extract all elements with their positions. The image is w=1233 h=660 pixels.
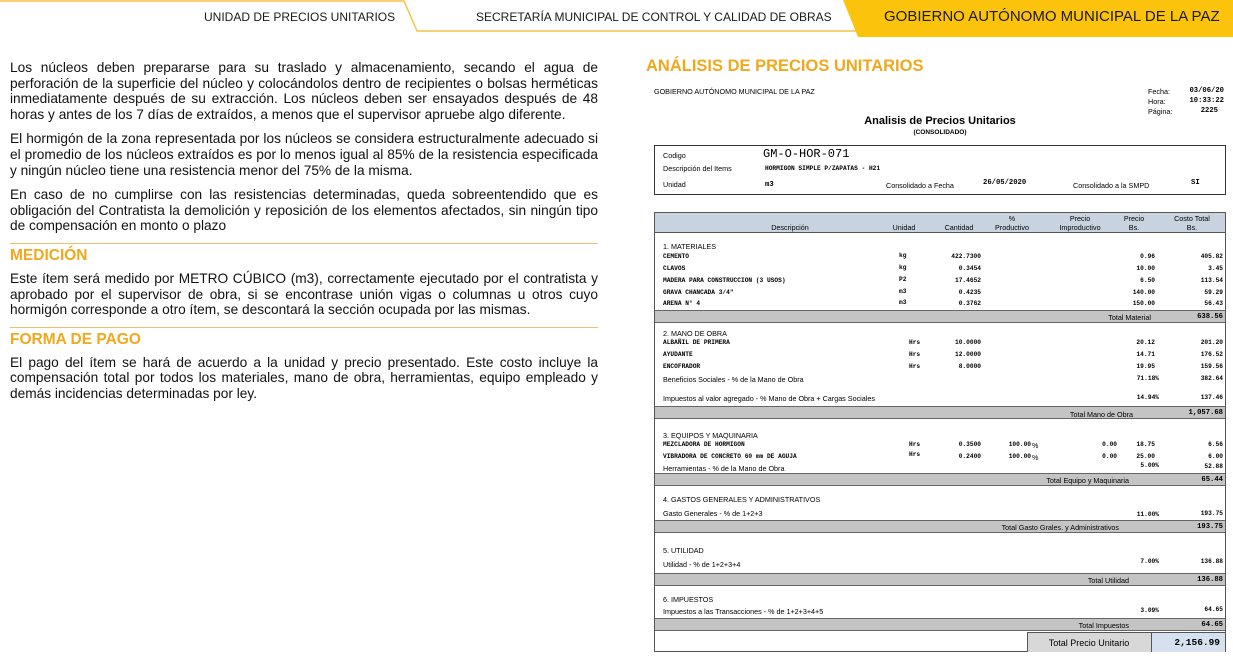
consolidado-smpd-label: Consolidado a la SMPD [1073, 181, 1150, 190]
subtotal-bar-equipos [655, 473, 1225, 486]
table-cell: 159.56 [1200, 363, 1223, 370]
section-mano-de-obra: 2. MANO DE OBRA [663, 329, 727, 338]
doc-title: Analisis de Precios Unitarios [864, 115, 1016, 127]
paragraph-forma-de-pago: El pago del ítem se hará de acuerdo a la unidad y precio presentado. Este costo incluye la compensación total por todos los materiales, mano de obra, herramientas, equipo empleado y demás incidencias determinadas por ley. [10, 354, 598, 401]
table-row: GRAVA CHANCADA 3/4" [663, 289, 734, 296]
gastos-label: Gasto Generales - % de 1+2+3 [663, 509, 763, 518]
subtotal-label: Total Utilidad [1087, 576, 1129, 585]
herramientas-pct: 5.00% [1140, 462, 1159, 469]
codigo-label: Codigo [663, 151, 686, 160]
table-cell: 6.56 [1208, 441, 1223, 448]
table-row: CLAVOS [663, 265, 686, 272]
subtotal-value: 136.88 [1197, 576, 1223, 584]
consolidado-fecha-value: 26/05/2020 [983, 179, 1027, 187]
impuestos-label: Impuestos a las Transacciones - % de 1+2+3+4+5 [663, 607, 824, 616]
herramientas-label: Herramientas - % de la Mano de Obra [663, 464, 785, 473]
section-utilidad: 5. UTILIDAD [663, 546, 704, 555]
subtotal-value: 64.65 [1201, 621, 1223, 629]
consolidado-smpd-value: SI [1191, 179, 1200, 187]
table-cell: Hrs [909, 441, 921, 448]
section-title-medicion: MEDICIÓN [10, 243, 598, 267]
gastos-value: 193.75 [1200, 510, 1223, 517]
table-cell: 150.00 [1132, 300, 1155, 307]
section-title-forma-de-pago: FORMA DE PAGO [10, 327, 598, 351]
table-cell: 17.4652 [955, 277, 981, 284]
utilidad-pct: 7.00% [1140, 558, 1159, 565]
hora-label: Hora: [1148, 97, 1166, 106]
table-cell: 176.52 [1200, 351, 1223, 358]
utilidad-label: Utilidad - % de 1+2+3+4 [663, 560, 741, 569]
header-band [0, 0, 1233, 37]
table-cell: 59.29 [1204, 289, 1223, 296]
col-precio-top: Precio [1123, 214, 1145, 223]
table-cell: 3.45 [1208, 265, 1223, 272]
iva-label: Impuestos al valor agregado - % Mano de Obra + Cargas Sociales [663, 394, 875, 403]
col-precio-improductivo-top: Precio [1069, 214, 1091, 223]
section-equipos: 3. EQUIPOS Y MAQUINARIA [663, 431, 758, 440]
table-cell: 405.82 [1200, 253, 1223, 260]
header-government: GOBIERNO AUTÓNOMO MUNICIPAL DE LA PAZ [884, 8, 1220, 25]
table-cell: 8.0000 [958, 363, 981, 370]
table-row: ALBAÑIL DE PRIMERA [663, 339, 730, 346]
section-impuestos: 6. IMPUESTOS [663, 595, 714, 604]
codigo-value: GM-O-HOR-071 [763, 147, 850, 161]
descripcion-label: Descripción del Items [663, 164, 732, 173]
table-row: MEZCLADORA DE HORMIGON [663, 441, 745, 448]
subtotal-label: Total Mano de Obra [1069, 410, 1133, 419]
table-cell: kg [899, 264, 907, 271]
table-cell: 0.3500 [958, 441, 981, 448]
table-cell: 56.43 [1204, 300, 1223, 307]
table-cell: Hrs [909, 339, 921, 346]
analysis-title: ANÁLISIS DE PRECIOS UNITARIOS [646, 57, 924, 75]
subtotal-value: 1,057.68 [1188, 409, 1223, 417]
cost-table [654, 212, 1226, 652]
subtotal-label: Total Material [1108, 313, 1151, 322]
table-cell: 113.54 [1200, 277, 1223, 284]
impuestos-value: 64.65 [1204, 606, 1223, 613]
unidad-label: Unidad [663, 180, 686, 189]
utilidad-value: 136.88 [1200, 558, 1223, 565]
pct-sign: % [1032, 441, 1039, 450]
col-costo-bs: Bs. [1186, 223, 1198, 232]
table-cell: 422.7300 [951, 253, 981, 260]
table-header [655, 213, 1225, 233]
table-cell: 0.3454 [958, 265, 981, 272]
table-cell: 6.00 [1208, 453, 1223, 460]
grand-total-label-cell [1027, 632, 1151, 652]
table-cell: 0.00 [1102, 453, 1117, 460]
paragraph-cores-failure: En caso de no cumplirse con las resistencias determinadas, queda sobreentendido que es obligación del Contratista la demolición y reposición de los elementos afectados, sin ningún tipo de compensación en monto o plazo [10, 187, 598, 234]
spec-text-column [10, 60, 598, 411]
fecha-value: 03/06/20 [1189, 87, 1224, 95]
impuestos-pct: 3.09% [1140, 607, 1159, 614]
header-unit-title: UNIDAD DE PRECIOS UNITARIOS [204, 10, 396, 24]
col-precio-improductivo: Improductivo [1059, 223, 1101, 232]
col-costo-top: Costo Total [1174, 214, 1210, 223]
herramientas-value: 52.88 [1204, 463, 1223, 470]
table-cell: 201.20 [1200, 339, 1223, 346]
table-cell: m3 [899, 288, 907, 295]
section-materiales: 1. MATERIALES [663, 242, 716, 251]
item-info-box [654, 145, 1226, 195]
table-cell: 25.00 [1136, 453, 1155, 460]
table-row: VIBRADORA DE CONCRETO 60 mm DE AGUJA [663, 453, 797, 460]
doc-subtitle: (CONSOLIDADO) [913, 129, 967, 136]
paragraph-cores-acceptance: El hormigón de la zona representada por los núcleos se considera estructuralmente adecuado si el promedio de los núcleos extraídos es por lo menos igual al 85% de la resistencia especificada y ningún núcleo tiene una resistencia menor del 75% de la misma. [10, 131, 598, 178]
grand-total-value-cell [1151, 632, 1225, 652]
table-cell: Hrs [909, 363, 921, 370]
table-cell: 140.00 [1132, 289, 1155, 296]
beneficios-pct: 71.18% [1136, 375, 1159, 382]
table-cell: 0.4235 [958, 289, 981, 296]
grand-total-label: Total Precio Unitario [1048, 638, 1130, 648]
table-cell: 20.12 [1136, 339, 1155, 346]
subtotal-label: Total Impuestos [1078, 621, 1129, 630]
col-descripcion: Descripción [771, 223, 809, 232]
iva-value: 137.46 [1200, 394, 1223, 401]
consolidado-fecha-label: Consolidado a Fecha [886, 181, 954, 190]
descripcion-value: HORMIGON SIMPLE P/ZAPATAS - H21 [765, 165, 881, 172]
table-row: CEMENTO [663, 253, 689, 260]
table-cell: 100.00 [1008, 453, 1031, 460]
subtotal-bar-impuestos [655, 618, 1225, 631]
sheet-org: GOBIERNO AUTÓNOMO MUNICIPAL DE LA PAZ [654, 87, 815, 96]
table-cell: Hrs [909, 351, 921, 358]
subtotal-bar-mano-de-obra [655, 406, 1225, 419]
col-pct: % [1008, 214, 1016, 223]
header-secretariat: SECRETARÍA MUNICIPAL DE CONTROL Y CALIDAD DE OBRAS [476, 10, 832, 24]
table-cell: 0.2400 [958, 453, 981, 460]
table-cell: P2 [899, 276, 907, 283]
table-cell: 0.96 [1140, 253, 1155, 260]
section-gastos: 4. GASTOS GENERALES Y ADMINISTRATIVOS [663, 495, 821, 504]
grand-total-value: 2,156.99 [1174, 637, 1220, 648]
table-cell: kg [899, 252, 907, 259]
iva-pct: 14.94% [1136, 394, 1159, 401]
col-unidad: Unidad [892, 223, 916, 232]
beneficios-value: 382.64 [1200, 375, 1223, 382]
table-row: ENCOFRADOR [663, 363, 701, 370]
subtotal-bar-gastos [655, 520, 1225, 533]
subtotal-value: 65.44 [1201, 476, 1223, 484]
subtotal-bar-utilidad [655, 573, 1225, 586]
subtotal-label: Total Equipo y Maquinaria [1046, 476, 1129, 485]
beneficios-label: Beneficios Sociales - % de la Mano de Obra [663, 375, 804, 384]
subtotal-value: 193.75 [1197, 523, 1223, 531]
table-cell: 6.50 [1140, 277, 1155, 284]
table-cell: 10.00 [1136, 265, 1155, 272]
fecha-label: Fecha: [1148, 87, 1170, 96]
table-cell: m3 [899, 299, 907, 306]
table-cell: 0.3762 [958, 300, 981, 307]
pct-sign: % [1032, 453, 1039, 462]
subtotal-label: Total Gasto Grales. y Administrativos [1001, 523, 1119, 532]
table-row: AYUDANTE [663, 351, 693, 358]
table-row: MADERA PARA CONSTRUCCION (3 USOS) [663, 277, 786, 284]
table-cell: 19.95 [1136, 363, 1155, 370]
table-cell: 18.75 [1136, 441, 1155, 448]
paragraph-cores-handling: Los núcleos deben prepararse para su traslado y almacenamiento, secando el agua de perforación de la superficie del núcleo y colocándolos dentro de recipientes o bolsas herméticas inmediatamente después de su extracción. Los núcleos deben ser ensayados después de 48 horas y antes de los 7 días de extraídos, a menos que el supervisor apruebe algo diferente. [10, 60, 598, 122]
price-analysis-sheet [654, 80, 1226, 652]
table-cell: 12.0000 [955, 351, 981, 358]
paragraph-medicion: Este ítem será medido por METRO CÚBICO (m3), correctamente ejecutado por el contratista y aprobado por el supervisor de obra, si se encontrase unión vigas o columnas u otros cuyo hormigón corresponde a otro ítem, se descontará la sección ocupada por las mismas. [10, 270, 598, 318]
col-productivo: Productivo [995, 223, 1029, 232]
table-cell: 0.00 [1102, 441, 1117, 448]
hora-value: 10:33:22 [1189, 97, 1224, 105]
table-cell: Hrs [909, 451, 921, 458]
col-cantidad: Cantidad [944, 223, 974, 232]
table-cell: 14.71 [1136, 351, 1155, 358]
pagina-label: Página: [1148, 107, 1173, 116]
gastos-pct: 11.00% [1136, 511, 1159, 518]
subtotal-bar-materiales [655, 310, 1225, 323]
table-cell: 10.0000 [955, 339, 981, 346]
unidad-value: m3 [765, 181, 774, 189]
col-precio-bs: Bs. [1128, 223, 1140, 232]
table-row: ARENA N° 4 [663, 300, 701, 307]
subtotal-value: 638.56 [1197, 313, 1223, 321]
pagina-value: 2225 [1200, 107, 1218, 115]
table-cell: 100.00 [1008, 441, 1031, 448]
